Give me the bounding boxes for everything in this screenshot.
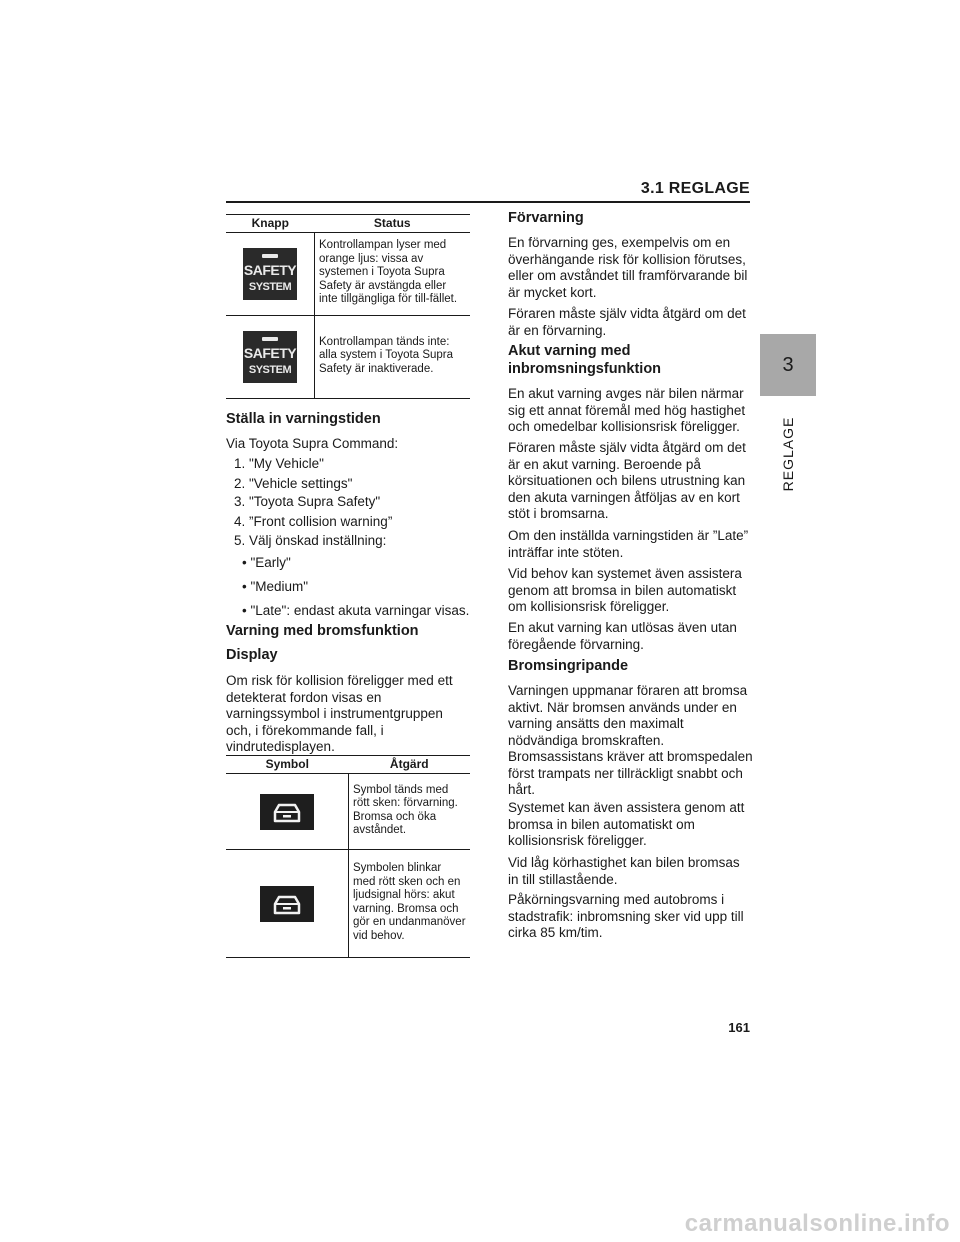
- section-header: 3.1 REGLAGE: [640, 180, 750, 197]
- page-number: 161: [728, 1020, 750, 1035]
- display-paragraph: Om risk för kollision föreligger med ett detekterat fordon visas en varningssymbol i instrumentgruppen och, i förekommande fall, i vindrutedisplayen.: [226, 673, 453, 754]
- list-item: • "Medium": [242, 579, 309, 594]
- paragraph: En akut varning kan utlösas även utan föregående förvarning.: [508, 620, 737, 652]
- status-text: Kontrollampan lyser med orange ljus: vissa av systemen i Toyota Supra Safety är avstängda eller inte tillgängliga för till-fället.: [315, 233, 471, 316]
- chapter-tab: [760, 334, 816, 396]
- chapter-number: 3: [782, 353, 794, 376]
- action-text: Symbol tänds med rött sken: förvarning. Bromsa och öka avståndet.: [349, 774, 471, 850]
- paragraph: Föraren måste själv vidta åtgärd om det är en akut varning. Beroende på körsituationen och bilens utrustning kan den akuta varningen åtföljas av en kort stöt i bromsarna.: [508, 440, 746, 521]
- chapter-label: REGLAGE: [780, 416, 796, 492]
- paragraph: Vid behov kan systemet även assistera genom att bromsa in bilen automatiskt om kollisionsrisk föreligger.: [508, 566, 742, 614]
- via-text: Via Toyota Supra Command:: [226, 436, 399, 451]
- chapter-label-box: [760, 404, 816, 504]
- list-item: • "Late": endast akuta varningar visas.: [242, 603, 470, 618]
- collision-warning-icon: [260, 794, 314, 830]
- paragraph: Vid låg körhastighet kan bilen bromsas in till stillastående.: [508, 855, 740, 887]
- list-item: • "Early": [242, 555, 291, 570]
- paragraph: Systemet kan även assistera genom att bromsa in bilen automatiskt om kollisionsrisk föreligger.: [508, 800, 745, 848]
- paragraph: Varningen uppmanar föraren att bromsa aktivt. När bromsen används under en varning ansätts den maximalt nödvändiga bromskraften. Bromsassistans kräver att bromspedalen först trampats ner tillräckligt snabbt och hårt.: [508, 683, 753, 797]
- list-item: 3. "Toyota Supra Safety": [234, 494, 381, 509]
- paragraph: Om den inställda varningstiden är ”Late” inträffar inte stöten.: [508, 528, 749, 560]
- table-header-knapp: Knapp: [226, 215, 315, 233]
- action-text: Symbolen blinkar med rött sken och en ljudsignal hörs: akut varning. Bromsa och gör en undanmanöver vid behov.: [349, 850, 471, 958]
- table-row: [226, 850, 470, 958]
- safety-system-icon: SAFETY SYSTEM: [243, 331, 297, 383]
- status-table: [226, 214, 470, 399]
- list-item: 2. "Vehicle settings": [234, 476, 353, 491]
- paragraph: En akut varning avges när bilen närmar sig ett annat föremål med hög hastighet och omedelbar kollisionsrisk föreligger.: [508, 386, 746, 434]
- paragraph: Påkörningsvarning med autobroms i stadstrafik: inbromsning sker vid upp till cirka 85 km/tim.: [508, 892, 744, 940]
- paragraph: Föraren måste själv vidta åtgärd om det är en förvarning.: [508, 306, 746, 338]
- status-text: Kontrollampan tänds inte: alla system i Toyota Supra Safety är inaktiverade.: [315, 316, 471, 399]
- list-item: 4. ”Front collision warning”: [234, 514, 393, 529]
- heading-brake-intervention: Bromsingripande: [508, 658, 629, 674]
- list-item: 1. "My Vehicle": [234, 456, 324, 471]
- header-rule: [226, 201, 750, 203]
- heading-warning-time: Ställa in varningstiden: [226, 411, 381, 427]
- heading-brake-warning: Varning med bromsfunktion: [226, 623, 419, 639]
- safety-system-icon: SAFETY SYSTEM: [243, 248, 297, 300]
- table-header-action: Åtgärd: [349, 756, 471, 774]
- table-row: [226, 316, 470, 399]
- list-item: 5. Välj önskad inställning:: [234, 533, 387, 548]
- table-row: [226, 774, 470, 850]
- table-header-symbol: Symbol: [226, 756, 349, 774]
- paragraph: En förvarning ges, exempelvis om en överhängande risk för kollision förutses, eller om avståndet till framförvarande bil är mycket kort.: [508, 235, 748, 300]
- table-row: [226, 233, 470, 316]
- symbol-table: [226, 755, 470, 958]
- table-header-status: Status: [315, 215, 471, 233]
- heading-prewarning: Förvarning: [508, 210, 584, 226]
- heading-display: Display: [226, 647, 278, 663]
- collision-warning-icon: [260, 886, 314, 922]
- heading-acute-warning: Akut varning med inbromsningsfunktion: [508, 343, 662, 377]
- watermark: carmanualsonline.info: [684, 1210, 950, 1237]
